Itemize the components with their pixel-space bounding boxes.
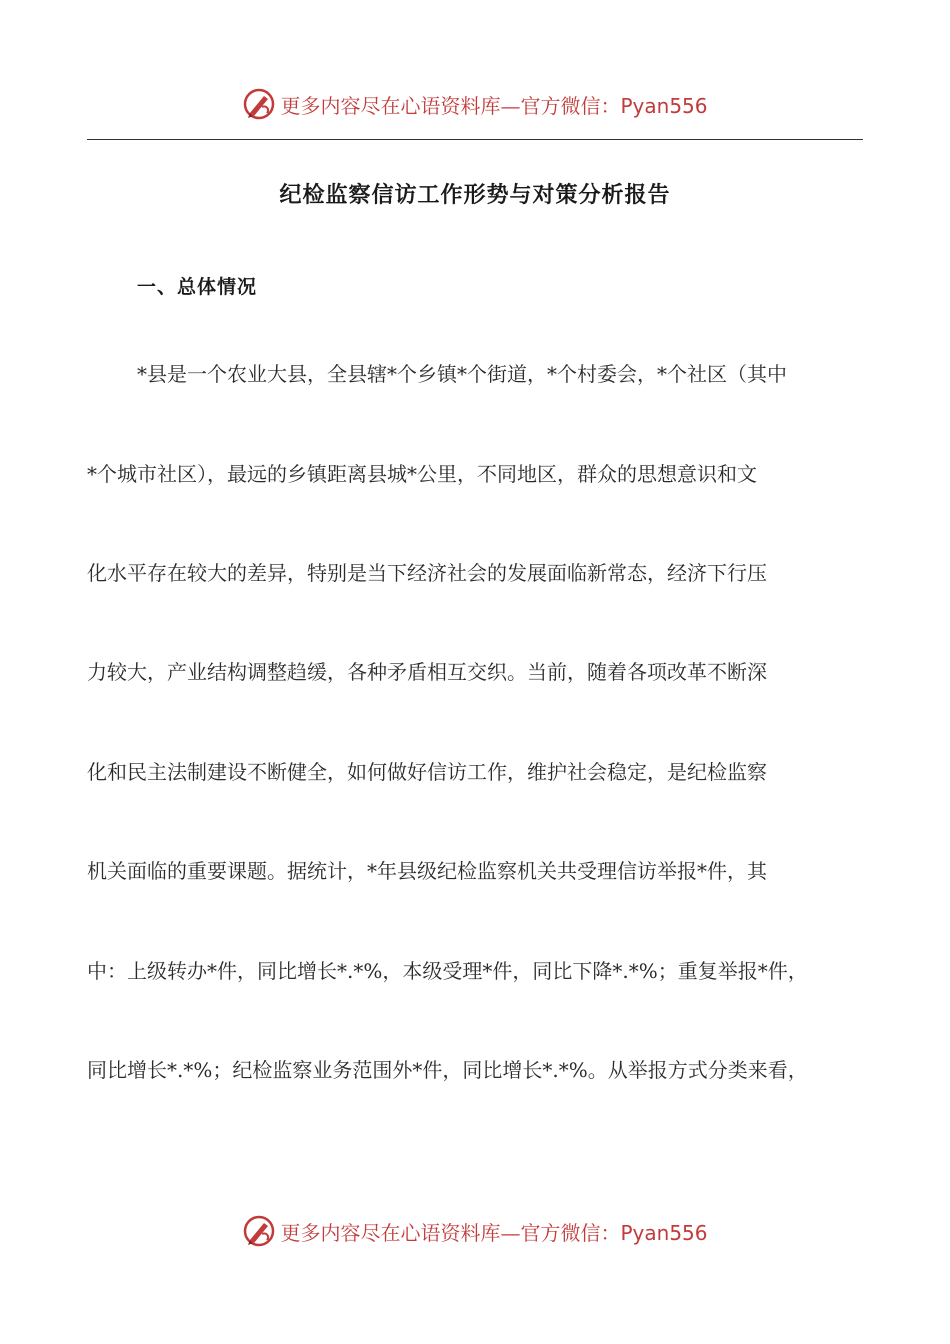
header-divider — [87, 139, 863, 140]
document-title: 纪检监察信访工作形势与对策分析报告 — [279, 183, 671, 208]
footer-wechat-id: Pyan556 — [620, 1220, 708, 1245]
header-wechat-id: Pyan556 — [620, 93, 708, 118]
paragraph-line-4: 力较大，产业结构调整趋缓，各种矛盾相互交织。当前，随着各项改革不断深 — [87, 660, 767, 684]
paragraph-line-5: 化和民主法制建设不断健全，如何做好信访工作，维护社会稳定，是纪检监察 — [87, 760, 767, 784]
paragraph-line-3: 化水平存在较大的差异，特别是当下经济社会的发展面临新常态，经济下行压 — [87, 561, 767, 585]
paragraph-line-7: 中：上级转办*件，同比增长*.*%，本级受理*件，同比下降*.*%；重复举报*件， — [87, 959, 808, 983]
footer-watermark-banner — [0, 1211, 950, 1251]
paragraph-line-1: *县是一个农业大县，全县辖*个乡镇*个街道，*个村委会，*个社区（其中 — [137, 362, 787, 386]
pen-logo-icon — [242, 87, 276, 121]
header-banner-text — [280, 90, 707, 119]
paragraph-line-6: 机关面临的重要课题。据统计，*年县级纪检监察机关共受理信访举报*件，其 — [87, 859, 767, 883]
paragraph-line-2: *个城市社区），最远的乡镇距离县城*公里，不同地区，群众的思想意识和文 — [87, 462, 757, 486]
paragraph-line-8: 同比增长*.*%；纪检监察业务范围外*件，同比增长*.*%。从举报方式分类来看， — [87, 1058, 808, 1082]
section-heading: 一、总体情况 — [137, 276, 258, 298]
header-brand-text: 更多内容尽在心语资料库—官方微信： — [280, 93, 621, 118]
header-watermark-banner — [0, 84, 950, 124]
footer-brand-text: 更多内容尽在心语资料库—官方微信： — [280, 1220, 621, 1245]
pen-logo-icon — [242, 1214, 276, 1248]
footer-banner-text — [280, 1217, 707, 1246]
